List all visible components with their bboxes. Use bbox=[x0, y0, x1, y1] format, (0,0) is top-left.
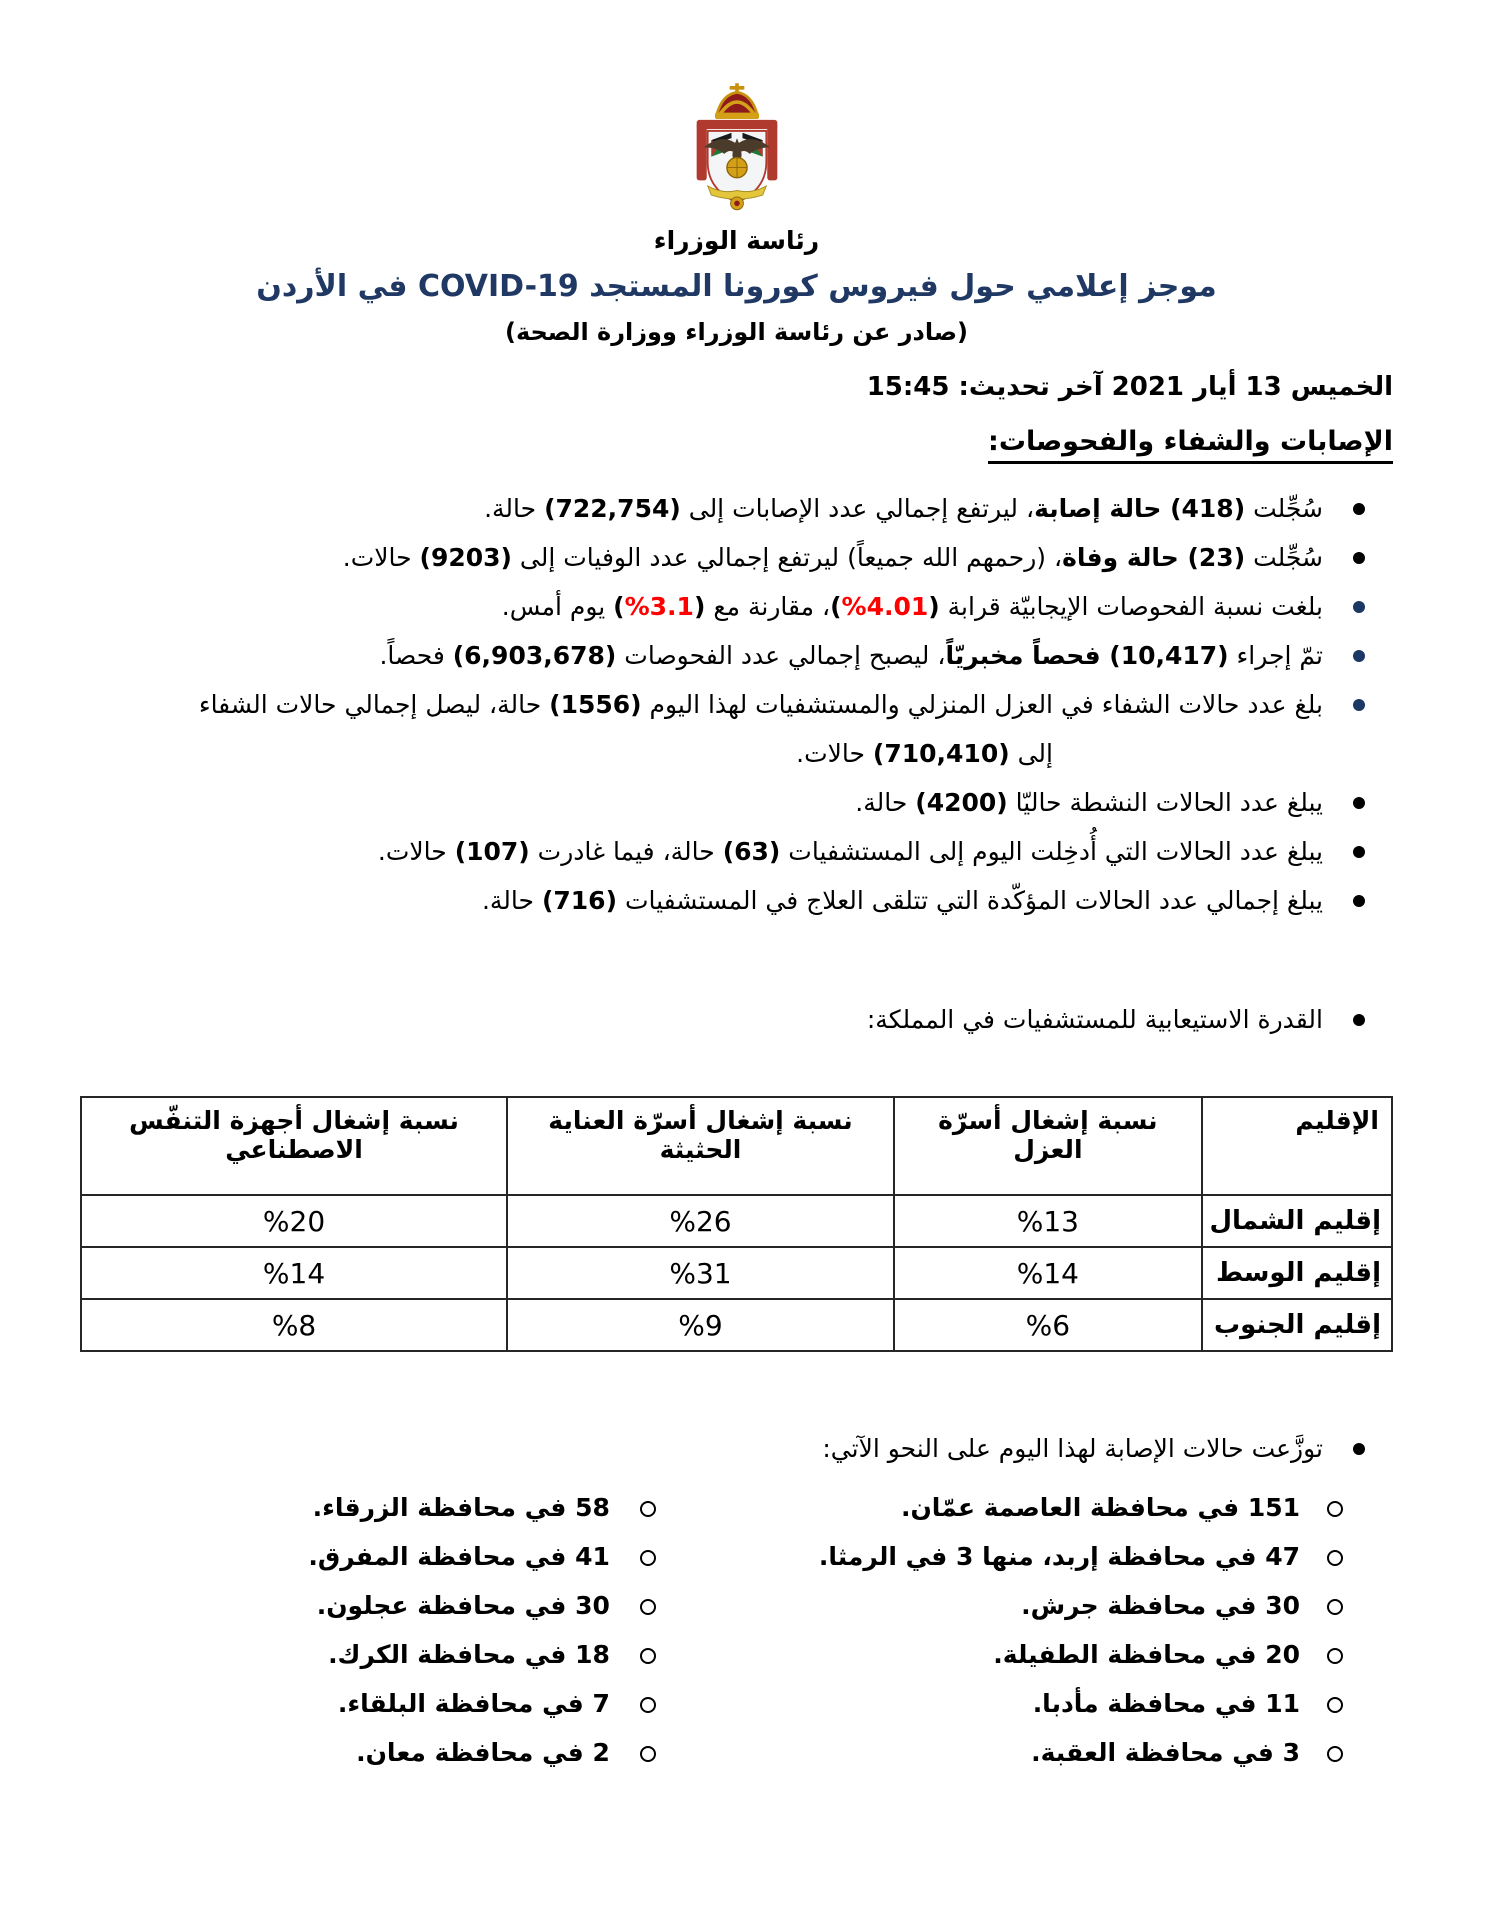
text-segment: ) bbox=[693, 592, 706, 621]
circle-bullet-icon bbox=[640, 1501, 656, 1517]
bullet-text bbox=[343, 543, 1323, 572]
circle-bullet-icon bbox=[640, 1648, 656, 1664]
governorate-case-item bbox=[671, 1728, 1393, 1777]
bullet-text bbox=[484, 494, 1323, 523]
bullet-text bbox=[796, 739, 1053, 768]
bullet-text bbox=[822, 1434, 1323, 1463]
document-title: موجز إعلامي حول فيروس كورونا المستجد COVID-19 في الأردن bbox=[256, 269, 1217, 304]
text-segment: القدرة الاستيعابية للمستشفيات في المملكة: bbox=[866, 1005, 1323, 1034]
text-segment: يبلغ عدد الحالات النشطة حاليّا bbox=[1007, 788, 1323, 817]
governorate-case-item bbox=[80, 1728, 671, 1777]
text-segment: حالة. bbox=[484, 494, 545, 523]
text-segment: (6,903,678) bbox=[452, 641, 617, 670]
text-segment: (4200) bbox=[915, 788, 1008, 817]
governorate-case-item bbox=[671, 1679, 1393, 1728]
governorate-case-item bbox=[80, 1679, 671, 1728]
header-cell-icu-beds: نسبة إشغال أسرّة العناية الحثيثة bbox=[507, 1097, 894, 1195]
text-segment: حالة. bbox=[481, 886, 542, 915]
text-segment: ، مقارنة مع bbox=[705, 592, 831, 621]
stat-bullet bbox=[80, 827, 1393, 876]
stat-bullet bbox=[80, 582, 1393, 631]
date-line: الخميس 13 أيار 2021 آخر تحديث: 15:45 bbox=[866, 372, 1393, 402]
text-segment: ، ليصبح إجمالي عدد الفحوصات bbox=[616, 641, 946, 670]
logo-caption: رئاسة الوزراء bbox=[653, 226, 820, 255]
isolation-beds-cell: %6 bbox=[894, 1299, 1202, 1351]
stat-bullet bbox=[80, 533, 1393, 582]
text-segment: حالة وفاة bbox=[1062, 543, 1188, 572]
circle-bullet-icon bbox=[640, 1697, 656, 1713]
text-segment: تمّ إجراء bbox=[1228, 641, 1323, 670]
text-segment: (722,754) bbox=[544, 494, 681, 523]
region-cell: إقليم الشمال bbox=[1202, 1195, 1392, 1247]
capacity-intro-bullet bbox=[80, 995, 1393, 1044]
icu-beds-cell: %26 bbox=[507, 1195, 894, 1247]
document-header bbox=[80, 82, 1393, 346]
circle-bullet-icon bbox=[1327, 1550, 1343, 1566]
text-segment: يبلغ إجمالي عدد الحالات المؤكّدة التي تتلقى العلاج في المستشفيات bbox=[617, 886, 1323, 915]
text-segment: حالة إصابة bbox=[1034, 494, 1171, 523]
bullet-dot-icon bbox=[1353, 699, 1365, 711]
text-segment: فحصاً مخبريّاً bbox=[945, 641, 1110, 670]
governorate-case-item bbox=[80, 1483, 671, 1532]
bullet-dot-icon bbox=[1353, 895, 1365, 907]
distribution-section bbox=[80, 1424, 1393, 1777]
bullet-dot-icon bbox=[1353, 503, 1365, 515]
text-segment: بلغت نسبة الفحوصات الإيجابيّة قرابة bbox=[939, 592, 1323, 621]
bullet-text bbox=[855, 788, 1323, 817]
distribution-column-right bbox=[671, 1483, 1393, 1777]
bullet-dot-icon bbox=[1353, 650, 1365, 662]
bullet-text bbox=[867, 1005, 1323, 1034]
icu-beds-cell: %31 bbox=[507, 1247, 894, 1299]
distribution-column-left bbox=[80, 1483, 671, 1777]
circle-bullet-icon bbox=[1327, 1746, 1343, 1762]
circle-bullet-icon bbox=[1327, 1501, 1343, 1517]
section-heading-text: الإصابات والشفاء والفحوصات: bbox=[988, 426, 1393, 464]
bullet-text bbox=[199, 690, 1323, 719]
circle-bullet-icon bbox=[1327, 1697, 1343, 1713]
bullet-dot-icon bbox=[1353, 797, 1365, 809]
governorate-case-item bbox=[671, 1630, 1393, 1679]
text-segment: إلى bbox=[1009, 739, 1053, 768]
distribution-intro bbox=[80, 1424, 1393, 1473]
text-segment: فحصاً. bbox=[379, 641, 453, 670]
text-segment: حالات. bbox=[342, 543, 420, 572]
capacity-intro bbox=[80, 995, 1393, 1044]
circle-bullet-icon bbox=[640, 1746, 656, 1762]
text-segment: %4.01 bbox=[841, 592, 929, 621]
governorate-case-text: 11 في محافظة مأدبا. bbox=[1032, 1689, 1300, 1718]
text-segment: ، (رحمهم الله جميعاً) ليرتفع إجمالي عدد الوفيات إلى bbox=[511, 543, 1063, 572]
bullet-text bbox=[502, 592, 1323, 621]
governorate-case-item bbox=[80, 1581, 671, 1630]
governorate-case-item bbox=[671, 1532, 1393, 1581]
governorate-case-text: 18 في محافظة الكرك. bbox=[328, 1640, 610, 1669]
text-segment bbox=[830, 592, 940, 621]
text-segment: سُجِّلت bbox=[1245, 494, 1323, 523]
table-row bbox=[81, 1299, 1392, 1351]
text-segment: بلغ عدد حالات الشفاء في العزل المنزلي والمستشفيات لهذا اليوم bbox=[641, 690, 1323, 719]
text-segment: (107) bbox=[454, 837, 530, 866]
text-segment: حالات. bbox=[796, 739, 873, 768]
distribution-intro-bullet bbox=[80, 1424, 1393, 1473]
stat-bullet bbox=[80, 680, 1393, 729]
table-row bbox=[81, 1247, 1392, 1299]
text-segment: (9203) bbox=[419, 543, 512, 572]
bullet-text bbox=[378, 837, 1323, 866]
text-segment: (716) bbox=[541, 886, 617, 915]
governorate-case-text: 30 في محافظة عجلون. bbox=[316, 1591, 610, 1620]
stat-bullet bbox=[80, 778, 1393, 827]
bullet-text bbox=[482, 886, 1323, 915]
text-segment: سُجِّلت bbox=[1245, 543, 1323, 572]
governorate-case-item bbox=[671, 1581, 1393, 1630]
governorate-case-text: 20 في محافظة الطفيلة. bbox=[993, 1640, 1300, 1669]
isolation-beds-cell: %13 bbox=[894, 1195, 1202, 1247]
bullet-text bbox=[379, 641, 1323, 670]
text-segment: ( bbox=[830, 592, 842, 621]
text-segment: حالة، ليصل إجمالي حالات الشفاء bbox=[198, 690, 550, 719]
isolation-beds-cell: %14 bbox=[894, 1247, 1202, 1299]
text-segment: يبلغ عدد الحالات التي أُدخِلت اليوم إلى المستشفيات bbox=[780, 837, 1323, 866]
stat-bullet bbox=[80, 484, 1393, 533]
circle-bullet-icon bbox=[640, 1550, 656, 1566]
ventilators-cell: %14 bbox=[81, 1247, 507, 1299]
region-cell: إقليم الجنوب bbox=[1202, 1299, 1392, 1351]
stats-bullet-list bbox=[80, 484, 1393, 925]
text-segment: حالات. bbox=[377, 837, 455, 866]
text-segment: (23) bbox=[1187, 543, 1246, 572]
table-row bbox=[81, 1195, 1392, 1247]
text-segment: (710,410) bbox=[872, 739, 1010, 768]
header-cell-isolation-beds: نسبة إشغال أسرّة العزل bbox=[894, 1097, 1202, 1195]
text-segment: حالة. bbox=[855, 788, 916, 817]
jordan-coat-of-arms-icon bbox=[682, 82, 792, 222]
governorate-case-item bbox=[80, 1532, 671, 1581]
governorate-case-item bbox=[80, 1630, 671, 1679]
text-segment: يوم أمس. bbox=[501, 592, 614, 621]
governorate-case-text: 47 في محافظة إربد، منها 3 في الرمثا. bbox=[818, 1542, 1300, 1571]
bullet-dot-icon bbox=[1353, 601, 1365, 613]
bullet-dot-icon bbox=[1353, 1014, 1365, 1026]
text-segment: ) bbox=[928, 592, 940, 621]
governorate-case-text: 2 في محافظة معان. bbox=[356, 1738, 610, 1767]
governorate-case-text: 151 في محافظة العاصمة عمّان. bbox=[900, 1493, 1300, 1522]
governorate-case-text: 41 في محافظة المفرق. bbox=[308, 1542, 610, 1571]
header-cell-ventilators: نسبة إشغال أجهزة التنفّس الاصطناعي bbox=[81, 1097, 507, 1195]
governorate-case-text: 7 في محافظة البلقاء. bbox=[337, 1689, 610, 1718]
governorate-case-item bbox=[671, 1483, 1393, 1532]
governorate-case-text: 58 في محافظة الزرقاء. bbox=[312, 1493, 610, 1522]
distribution-columns bbox=[80, 1483, 1393, 1777]
circle-bullet-icon bbox=[1327, 1648, 1343, 1664]
text-segment: (1556) bbox=[549, 690, 642, 719]
header-cell-region: الإقليم bbox=[1202, 1097, 1392, 1195]
governorate-case-text: 30 في محافظة جرش. bbox=[1021, 1591, 1300, 1620]
stat-bullet bbox=[80, 631, 1393, 680]
text-segment: %3.1 bbox=[624, 592, 694, 621]
table-header-row bbox=[81, 1097, 1392, 1195]
circle-bullet-icon bbox=[1327, 1599, 1343, 1615]
text-segment: ( bbox=[613, 592, 625, 621]
bullet-dot-icon bbox=[1353, 1443, 1365, 1455]
circle-bullet-icon bbox=[640, 1599, 656, 1615]
icu-beds-cell: %9 bbox=[507, 1299, 894, 1351]
text-segment: (63) bbox=[722, 837, 781, 866]
stat-bullet bbox=[80, 876, 1393, 925]
text-segment: توزَّعت حالات الإصابة لهذا اليوم على النحو الآتي: bbox=[822, 1434, 1323, 1463]
ventilators-cell: %8 bbox=[81, 1299, 507, 1351]
text-segment bbox=[613, 592, 705, 621]
text-segment: حالة، فيما غادرت bbox=[529, 837, 723, 866]
region-cell: إقليم الوسط bbox=[1202, 1247, 1392, 1299]
text-segment: (418) bbox=[1170, 494, 1246, 523]
bullet-dot-icon bbox=[1353, 846, 1365, 858]
section-heading bbox=[80, 426, 1393, 464]
text-segment: ، ليرتفع إجمالي عدد الإصابات إلى bbox=[680, 494, 1035, 523]
text-segment: (10,417) bbox=[1109, 641, 1229, 670]
bullet-dot-icon bbox=[1353, 552, 1365, 564]
governorate-case-text: 3 في محافظة العقبة. bbox=[1031, 1738, 1300, 1767]
document-subtitle: (صادر عن رئاسة الوزراء ووزارة الصحة) bbox=[504, 318, 969, 346]
stat-bullet-continuation bbox=[80, 729, 1393, 778]
hospital-capacity-table bbox=[80, 1096, 1393, 1352]
ventilators-cell: %20 bbox=[81, 1195, 507, 1247]
